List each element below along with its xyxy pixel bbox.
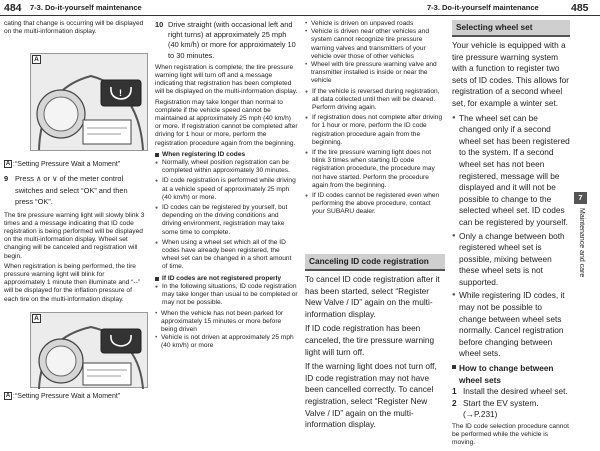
col3-bullet-2: ● If registration does not complete after driving for 1 hour or more, perform the ID code registration procedure again from the beginning. <box>305 114 445 147</box>
col3-bullet-4: ● If ID codes cannot be registered even when performing the above procedure, contact your SUBARU dealer. <box>305 192 445 217</box>
meter-illustration-b <box>30 312 148 388</box>
right-running-title: 7-3. Do-it-yourself maintenance <box>427 3 539 12</box>
caption-tag-a: A <box>5 161 11 167</box>
col2-bullet-4: ● When using a wheel set which all of the ID codes have already been registered, the wheel set can be changed in a short amount of time. <box>155 239 298 272</box>
step-number: 10 <box>155 20 164 29</box>
col3-paragraph-3: If the warning light does not turn off, ID code registration may not have been cancelled correctly. To cancel registration, select “Register New Valve / ID” again on the multi-information display. <box>305 361 437 430</box>
page-reference-link[interactable]: (→P.231) <box>463 409 498 420</box>
col4-step-1 <box>452 386 570 398</box>
chapter-tab[interactable]: 7 <box>574 192 587 204</box>
left-page-number: 484 <box>4 2 22 14</box>
col2-bullet-5: ● In the following situations, ID code registration may take longer than usual to be completed or may not be possible. <box>155 283 298 308</box>
col2-dash-2: • Vehicle is not driven at approximately 25 mph (40 km/h) or more <box>155 334 298 350</box>
subheading-how-to-change: How to change between wheel sets <box>452 363 570 386</box>
right-page-number: 485 <box>571 2 589 14</box>
col2-dash-1: • When the vehicle has not been parked for approximately 15 minutes or more before being driven <box>155 310 298 335</box>
caption-text-a: :“Setting Pressure Wait a Moment” <box>13 161 121 168</box>
svg-text:!: ! <box>119 88 122 98</box>
col4-step-2 <box>452 398 570 421</box>
col4-bullet-2: ● Only a change between both registered wheel set is possible, mixing between these wheel sets is not supported. <box>452 231 570 289</box>
col2-bullet-1: ● Normally, wheel position registration can be completed within approximately 30 minutes. <box>155 159 298 175</box>
step-text: Start the EV system. <box>463 397 539 408</box>
col3-dash-3: • Wheel with tire pressure warning valve and transmitter installed is inside or near the vehicle <box>305 61 445 86</box>
figure-callout-a: A <box>32 55 41 64</box>
left-running-title: 7-3. Do-it-yourself maintenance <box>30 3 142 12</box>
step-text: Press ∧ or ∨ of the meter control switches and select “OK” and then press “OK”. <box>15 174 128 206</box>
col1-paragraph-1: The tire pressure warning light will slowly blink 3 times and a message indicating that ID code registration is being performed will be displayed on the multi-information display. Wheel set changing will be canceled and registration will begin. <box>4 211 145 260</box>
section-heading-canceling: Canceling ID code registration <box>305 254 445 271</box>
subheading-registering-id-codes: When registering ID codes <box>155 151 298 159</box>
col2-paragraph-2: Registration may take longer than normal to complete if the vehicle speed cannot be maintained at approximately 25 mph (40 km/h) or more. If registration cannot be completed after driving for 1 hour or more, perform the registration procedure again from the beginning. <box>155 98 298 147</box>
column-1-bottom <box>4 392 147 404</box>
instrument-cluster-drawing <box>31 54 149 152</box>
step-10 <box>155 20 298 61</box>
step-9 <box>4 173 147 208</box>
header-rule <box>0 15 600 16</box>
chapter-label-text: Maintenance and care <box>578 208 585 278</box>
col2-bullet-3: ● ID codes can be registered by yourself, but depending on the driving conditions and driving environment, registration may take some time to complete. <box>155 204 298 237</box>
col3-bullet-1: ● If the vehicle is reversed during registration, all data collected until then will be cleared. Perform driving again. <box>305 88 445 113</box>
step-text: Install the desired wheel set. <box>463 386 568 397</box>
figure-caption-a <box>4 160 147 170</box>
col1-paragraph-2: When registration is being performed, the tire pressure warning light will blink for approximately 1 minute then illuminate and “--” will be displayed for the inflation pressure of each tire on the multi-information display. <box>4 262 140 303</box>
col1-intro: cating that change is occurring will be displayed on the multi-information display. <box>4 20 144 36</box>
column-3-section <box>305 254 445 434</box>
step-number: 2 <box>452 397 457 408</box>
col3-bullet-3: ● If the tire pressure warning light does not blink 3 times when starting ID code registration procedure, the procedure may not have started. Perform the procedure again from the beginning. <box>305 149 445 190</box>
figure-callout-b: A <box>32 314 41 323</box>
subheading-not-registered: If ID codes are not registered properly <box>155 275 298 283</box>
meter-illustration-a <box>30 53 148 151</box>
page-header <box>0 0 600 16</box>
caption-text-b: :“Setting Pressure Wait a Moment” <box>13 393 121 400</box>
col3-paragraph-2: If ID code registration has been canceled, the tire pressure warning light will turn off. <box>305 323 435 357</box>
col4-bullet-1-text: The wheel set can be changed only if a second wheel set has been registered to the system. If a second wheel set has not been registered, message will be displayed and it will not be possible to change to the selected wheel set. <box>459 112 570 216</box>
col4-paragraph-1: Your vehicle is equipped with a tire pressure warning system with a function to register two sets of ID codes. This allows for registration of a second wheel set, for example a winter set. <box>452 40 569 108</box>
step-text: Drive straight (with occasional left and right turns) at approximately 25 mph (40 km/h) or more for approximately 10 to 30 minutes. <box>168 20 296 60</box>
column-3 <box>305 20 445 219</box>
col4-bullet-1-extra: ID codes can be registered by yourself. <box>459 205 568 227</box>
col2-bullet-2: ● ID code registration is performed while driving at a vehicle speed of approximately 25 mph (40 km/h) or more. <box>155 177 298 202</box>
caption-tag-b: A <box>5 393 11 399</box>
chapter-label <box>576 208 586 328</box>
step-number: 1 <box>452 386 457 397</box>
col3-dash-1: • Vehicle is driven on unpaved roads <box>305 20 445 28</box>
section-heading-selecting-wheel-set: Selecting wheel set <box>452 20 570 37</box>
step-number: 9 <box>4 174 9 183</box>
col2-paragraph-1: When registration is complete, the tire pressure warning light will turn off and a message indicating that registration has been completed will be displayed on the multi-information display. <box>155 63 298 96</box>
instrument-cluster-drawing <box>31 313 149 389</box>
column-1 <box>4 20 147 38</box>
col4-bullet-1 <box>452 113 570 229</box>
col4-bullet-3: ● While registering ID codes, it may not be possible to change between wheel sets normally. Cancel registration before changing between wheel sets. <box>452 290 570 360</box>
figure-caption-b <box>4 392 147 402</box>
column-4 <box>452 20 570 451</box>
col3-paragraph-1: To cancel ID code registration after it has been started, select “Register New Valve / ID” again on the multi-information display. <box>305 274 440 319</box>
col3-dash-2: • Vehicle is driven near other vehicles and system cannot recognize tire pressure warning valves and transmitters of your vehicle over those of other vehicles <box>305 28 445 61</box>
column-1-lower <box>4 160 147 306</box>
col4-note: The ID code selection procedure cannot be performed while the vehicle is moving. <box>452 423 569 447</box>
column-2 <box>155 20 298 351</box>
